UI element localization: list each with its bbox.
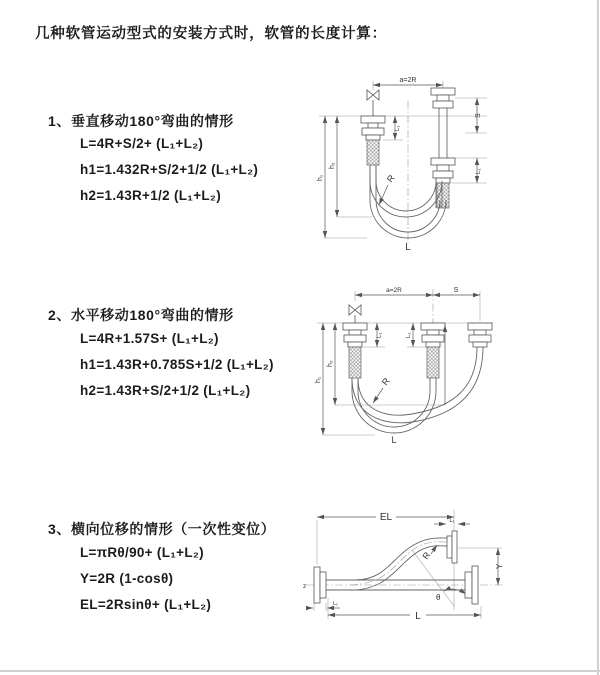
dim-label-s: S [453,287,459,294]
dim-label-l1-right: L₁ [476,168,482,174]
dim-label-L: L [405,242,411,253]
dim-label-l1-center: L₁ [406,332,412,338]
section-1-formula-h2: h2=1.43R+1/2 (L₁+L₂) [80,188,222,203]
hose-centerline [350,542,447,585]
section-3-formula-L: L=πRθ/90+ (L₁+L₂) [80,545,204,560]
hose-curves [350,538,447,590]
page-edge-right [597,0,599,675]
dim-label-l1-bottom: L₁ [333,601,338,607]
dim-label-R: R [420,550,433,562]
dim-label-l1-left: L₁ [395,125,401,131]
section-3-formula-Y: Y=2R (1-cosθ) [80,571,174,586]
section-1-formula-h1: h1=1.432R+S/2+1/2 (L₁+L₂) [80,162,259,177]
section-1-formula-L: L=4R+S/2+ (L₁+L₂) [80,136,204,151]
diagram-lateral-displacement [300,498,550,630]
right-flange [465,566,478,604]
section-2-formula-L: L=4R+1.57S+ (L₁+L₂) [80,331,219,346]
dim-label-l1-left: L₁ [377,332,383,338]
right-pipe-fitting [468,323,492,347]
dim-label-a2r: a=2R [386,287,402,294]
dim-label-h2: h₂ [329,162,336,169]
braid-section [427,347,439,378]
dim-label-h1: h₁ [315,376,322,383]
center-pipe-fitting [421,323,445,378]
hose-curves [352,347,483,433]
section-3-heading: 3、横向位移的情形（一次性变位） [48,521,276,537]
valve-icon [349,305,361,323]
dim-label-theta: θ [436,593,441,602]
section-2-formula-h1: h1=1.43R+0.785S+1/2 (L₁+L₂) [80,357,274,372]
dim-label-el: EL [379,512,393,523]
dim-label-R: R [384,172,397,185]
radius-leader [379,185,388,205]
centerline-mark: z [303,583,307,590]
section-1-heading: 1、垂直移动180°弯曲的情形 [48,113,234,129]
section-3-formula-EL: EL=2Rsinθ+ (L₁+L₂) [80,597,212,612]
section-2-heading: 2、水平移动180°弯曲的情形 [48,307,234,323]
radius-leader [373,388,383,403]
dim-label-h1: h₁ [317,174,324,181]
page-title: 几种软管运动型式的安装方式时，软管的长度计算： [35,26,387,42]
diagram-vertical-movement [315,73,550,255]
left-pipe-fitting [343,323,367,378]
page-edge-bottom [0,670,600,672]
dim-label-L: L [391,435,397,445]
dim-label-s: S [475,113,482,118]
braid-section [349,347,361,378]
left-pipe-fitting [361,116,385,165]
dim-label-L: L [415,611,421,622]
dim-label-R: R [379,375,392,388]
diagram-horizontal-movement [313,283,525,451]
section-2-formula-h2: h2=1.43R+S/2+1/2 (L₁+L₂) [80,383,251,398]
top-right-flange [447,531,457,563]
valve-icon [367,90,379,116]
dim-label-h2: h₂ [327,360,334,367]
left-flange [314,567,326,603]
braid-section [367,140,379,165]
dim-label-a2r: a=2R [399,77,417,84]
dim-label-l1-top: L₁ [449,518,455,524]
dim-label-y: Y [495,563,504,569]
